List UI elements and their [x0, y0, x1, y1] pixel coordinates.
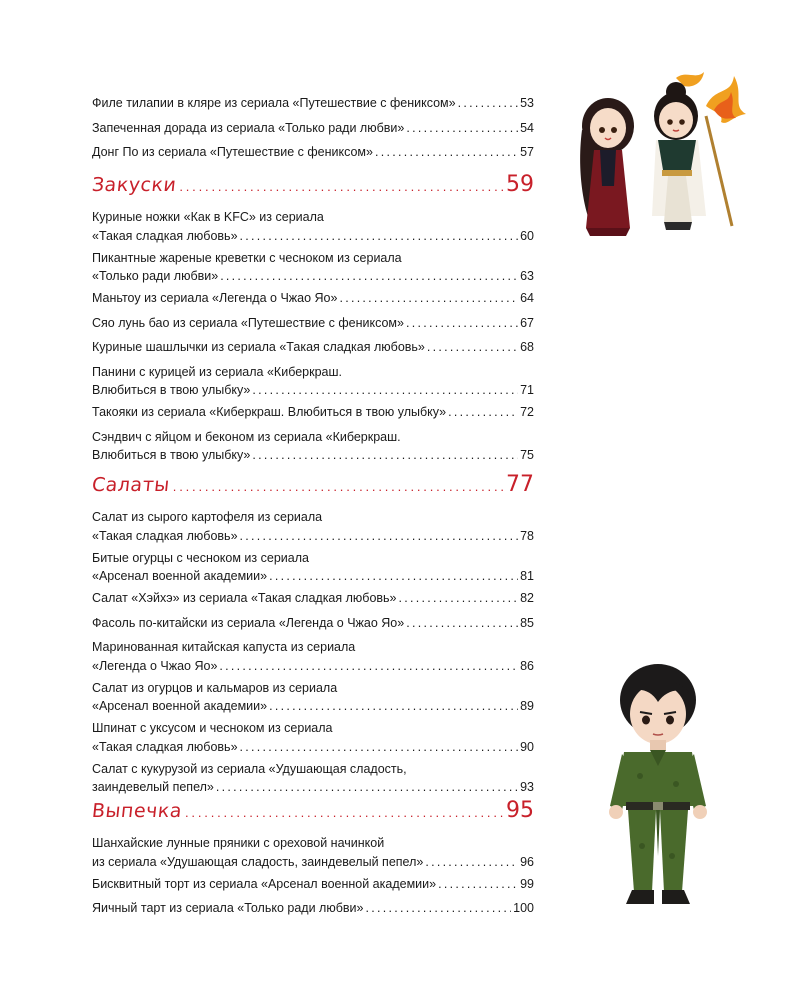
- entry-text: «Легенда о Чжао Яо»: [92, 658, 218, 673]
- toc-entry-line: [92, 681, 534, 695]
- entry-page-number: 67: [520, 315, 534, 330]
- entry-text: Салат из огурцов и кальмаров из сериала: [92, 680, 338, 695]
- leader-dots: [406, 316, 518, 330]
- entry-text: заиндевелый пепел»: [92, 780, 214, 794]
- toc-entry-line: [92, 836, 534, 850]
- entry-text: Панини с курицей из сериала «Киберкраш.: [92, 364, 342, 379]
- section-heading[interactable]: [92, 798, 534, 828]
- leader-dots: [269, 699, 518, 713]
- leader-dots: [216, 780, 518, 794]
- entry-page-number: 72: [520, 405, 534, 419]
- entry-text: Фасоль по-китайски из сериала «Легенда о Чжао Яо»: [92, 615, 405, 630]
- entry-page-number: 90: [520, 739, 534, 754]
- section-heading[interactable]: [92, 472, 534, 502]
- entry-text: Салат из сырого картофеля из сериала: [92, 510, 323, 524]
- chibi-soldier-illustration: [596, 656, 720, 912]
- toc-entry[interactable]: [92, 855, 534, 869]
- toc-entry[interactable]: [92, 448, 534, 462]
- leader-dots: [438, 877, 518, 891]
- entry-text: Маринованная китайская капуста из сериала: [92, 640, 356, 654]
- leader-dots: [448, 405, 518, 419]
- entry-text: Сэндвич с яйцом и беконом из сериала «Киберкраш.: [92, 429, 401, 444]
- entry-page-number: 75: [520, 448, 534, 462]
- entry-text: Филе тилапии в кляре из сериала «Путешествие с фениксом»: [92, 96, 456, 110]
- leader-dots: [252, 383, 518, 397]
- entry-text: Влюбиться в твою улыбку»: [92, 448, 251, 462]
- section-title: Выпечка: [90, 800, 184, 822]
- entry-page-number: 63: [520, 269, 534, 283]
- toc-entry[interactable]: [92, 269, 534, 283]
- entry-text: «Только ради любви»: [92, 269, 219, 283]
- toc-entry[interactable]: [92, 383, 534, 397]
- toc-entry[interactable]: [92, 569, 534, 583]
- section-title: Закуски: [90, 174, 178, 196]
- leader-dots: [375, 145, 518, 159]
- leader-dots: [219, 659, 518, 673]
- entry-page-number: 100: [513, 901, 534, 915]
- entry-page-number: 78: [520, 528, 534, 543]
- entry-text: «Арсенал военной академии»: [92, 569, 268, 583]
- leader-dots: [240, 740, 519, 754]
- toc-entry-line: [92, 721, 534, 735]
- toc-entry[interactable]: [92, 877, 534, 891]
- entry-text: Битые огурцы с чесноком из сериала: [92, 550, 309, 565]
- entry-text: «Такая сладкая любовь»: [92, 739, 238, 754]
- toc-entry[interactable]: [92, 616, 534, 630]
- entry-text: Куриные шашлычки из сериала «Такая сладкая любовь»: [92, 340, 425, 354]
- entry-text: «Арсенал военной академии»: [92, 699, 268, 713]
- leader-dots: [458, 96, 519, 110]
- entry-page-number: 71: [520, 383, 534, 397]
- entry-page-number: 99: [520, 876, 534, 891]
- toc-entry[interactable]: [92, 316, 534, 330]
- toc-entry[interactable]: [92, 121, 534, 135]
- entry-text: Шанхайские лунные пряники с ореховой начинкой: [92, 836, 385, 850]
- entry-page-number: 85: [520, 615, 534, 630]
- entry-page-number: 86: [520, 658, 534, 673]
- toc-entry[interactable]: [92, 96, 534, 110]
- leader-dots: [185, 805, 503, 820]
- entry-text: Пикантные жареные креветки с чесноком из сериала: [92, 250, 402, 265]
- entry-text: Сяо лунь бао из сериала «Путешествие с фениксом»: [92, 315, 404, 330]
- toc-entry[interactable]: [92, 229, 534, 243]
- entry-page-number: 54: [520, 120, 534, 135]
- toc-entry-line: [92, 210, 534, 224]
- entry-page-number: 96: [520, 854, 534, 869]
- entry-text: Салат «Хэйхэ» из сериала «Такая сладкая любовь»: [92, 591, 397, 605]
- leader-dots: [406, 616, 518, 630]
- leader-dots: [252, 448, 518, 462]
- toc-entry[interactable]: [92, 145, 534, 159]
- entry-text: Маньтоу из сериала «Легенда о Чжао Яо»: [92, 291, 338, 305]
- entry-text: «Такая сладкая любовь»: [92, 228, 238, 243]
- leader-dots: [240, 229, 519, 243]
- leader-dots: [339, 291, 518, 305]
- entry-page-number: 53: [520, 96, 534, 110]
- entry-text: Куриные ножки «Как в KFC» из сериала: [92, 210, 324, 224]
- leader-dots: [406, 121, 518, 135]
- entry-page-number: 60: [520, 228, 534, 243]
- leader-dots: [240, 529, 519, 543]
- toc-entry[interactable]: [92, 340, 534, 354]
- toc-entry-line: [92, 251, 534, 265]
- section-page-number: 95: [506, 798, 534, 823]
- toc-entry[interactable]: [92, 529, 534, 543]
- toc-entry[interactable]: [92, 591, 534, 605]
- toc-entry-line: [92, 640, 534, 654]
- entry-page-number: 82: [520, 591, 534, 605]
- section-heading[interactable]: [92, 172, 534, 202]
- toc-entry-line: [92, 430, 534, 444]
- leader-dots: [220, 269, 518, 283]
- entry-text: «Такая сладкая любовь»: [92, 528, 238, 543]
- entry-text: Салат с кукурузой из сериала «Удушающая сладость,: [92, 761, 407, 776]
- toc-entry[interactable]: [92, 291, 534, 305]
- leader-dots: [173, 479, 503, 494]
- toc-entry[interactable]: [92, 699, 534, 713]
- section-page-number: 77: [506, 472, 534, 497]
- entry-text: Шпинат с уксусом и чесноком из сериала: [92, 721, 333, 735]
- toc-entry-line: [92, 510, 534, 524]
- entry-page-number: 64: [520, 291, 534, 305]
- leader-dots: [399, 591, 519, 605]
- toc-entry[interactable]: [92, 901, 534, 915]
- entry-page-number: 57: [520, 145, 534, 159]
- entry-page-number: 81: [520, 569, 534, 583]
- toc-entry[interactable]: [92, 740, 534, 754]
- toc-entry[interactable]: [92, 780, 534, 794]
- toc-entry[interactable]: [92, 405, 534, 419]
- section-title: Салаты: [90, 474, 171, 496]
- chibi-couple-illustration: [556, 66, 768, 246]
- leader-dots: [179, 179, 503, 194]
- entry-text: из сериала «Удушающая сладость, заиндевелый пепел»: [92, 854, 424, 869]
- entry-page-number: 93: [520, 780, 534, 794]
- entry-text: Такояки из сериала «Киберкраш. Влюбиться в твою улыбку»: [92, 405, 447, 419]
- entry-text: Яичный тарт из сериала «Только ради любви»: [92, 901, 364, 915]
- entry-page-number: 89: [520, 699, 534, 713]
- leader-dots: [365, 901, 511, 915]
- toc-entry-line: [92, 762, 534, 776]
- leader-dots: [269, 569, 518, 583]
- leader-dots: [425, 855, 518, 869]
- section-page-number: 59: [506, 172, 534, 197]
- leader-dots: [427, 340, 518, 354]
- entry-page-number: 68: [520, 340, 534, 354]
- entry-text: Запеченная дорада из сериала «Только ради любви»: [92, 120, 405, 135]
- entry-text: Донг По из сериала «Путешествие с фениксом»: [92, 145, 373, 159]
- toc-entry[interactable]: [92, 659, 534, 673]
- toc-entry-line: [92, 365, 534, 379]
- toc-entry-line: [92, 551, 534, 565]
- entry-text: Бисквитный торт из сериала «Арсенал военной академии»: [92, 876, 437, 891]
- entry-text: Влюбиться в твою улыбку»: [92, 383, 251, 397]
